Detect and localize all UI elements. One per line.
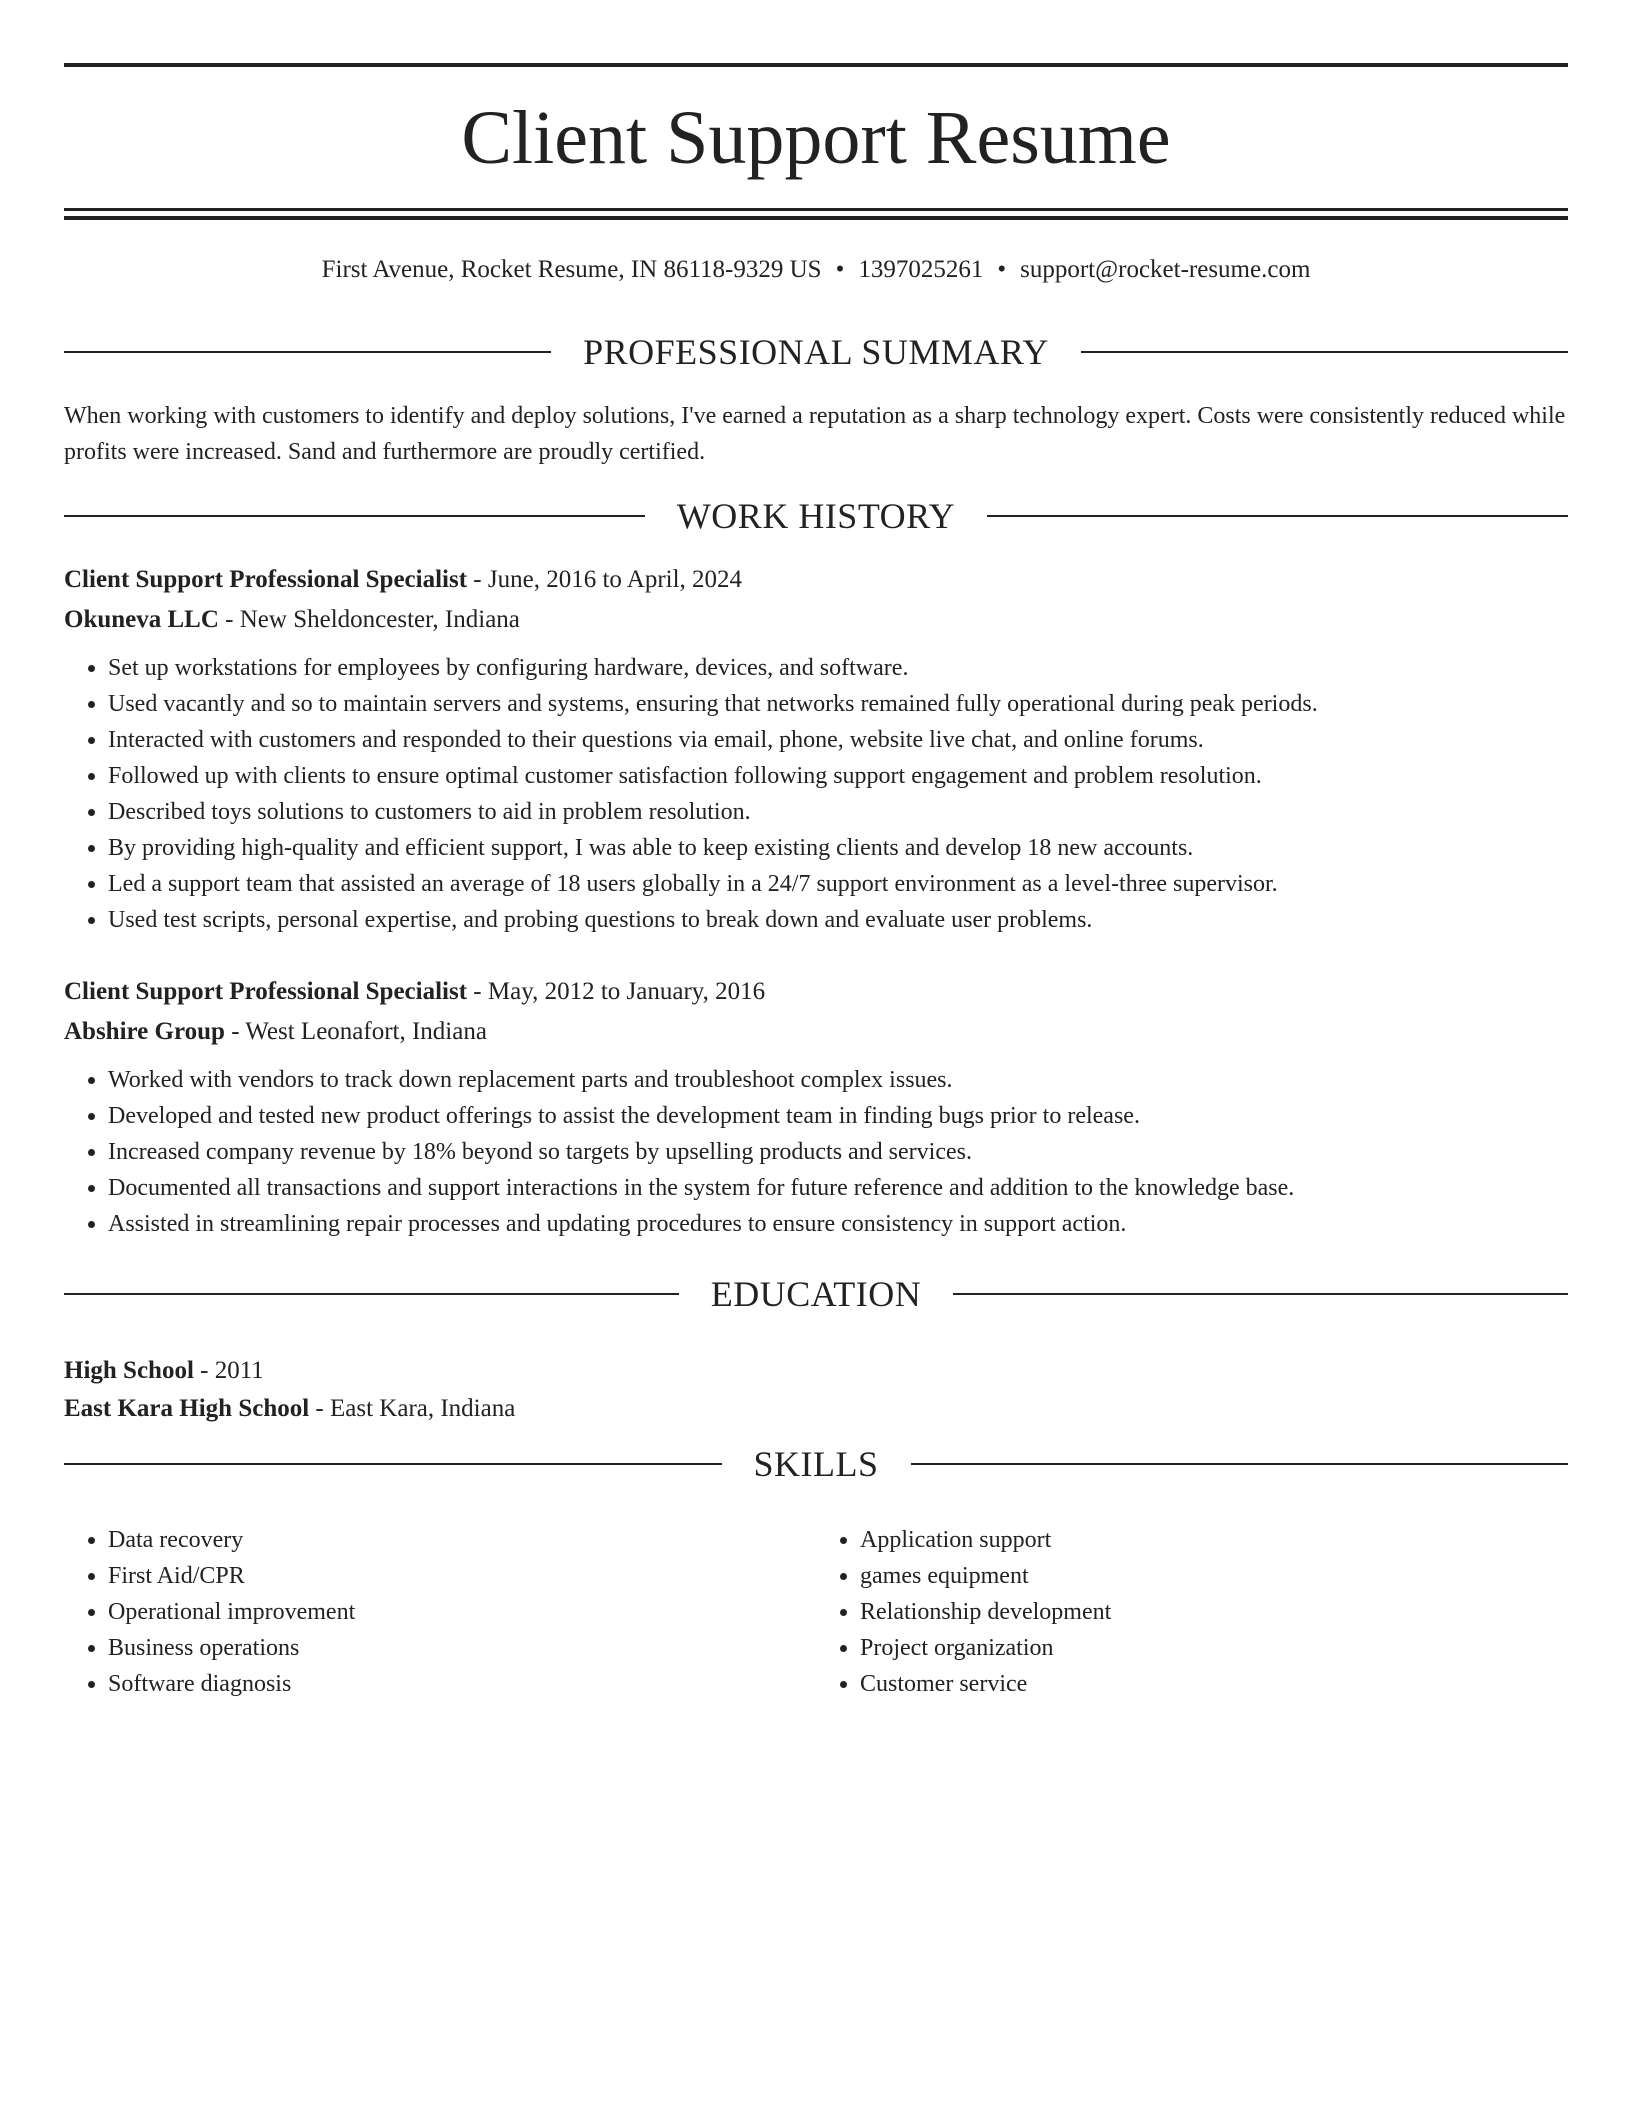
list-item: • By providing high-quality and efficient support, I was able to keep existing clients and develop 18 new accounts. <box>108 830 1568 866</box>
job-title-row <box>64 972 1568 1012</box>
list-item: • Documented all transactions and support interactions in the system for future reference and addition to the knowledge base. <box>108 1170 1568 1206</box>
skill-item: • First Aid/CPR <box>108 1558 816 1594</box>
job-bullets <box>64 1062 1568 1242</box>
section-header-work <box>64 492 1568 540</box>
job-title: Client Support Professional Specialist <box>64 566 468 593</box>
section-rule <box>64 1293 679 1295</box>
list-item: • Used test scripts, personal expertise, and probing questions to break down and evaluate user problems. <box>108 902 1568 938</box>
summary-text: When working with customers to identify and deploy solutions, I've earned a reputation as a sharp technology expert. Costs were consistently reduced while profits were increased. Sand and furthermore are proudly certified. <box>64 403 1566 465</box>
job-title: Client Support Professional Specialist <box>64 978 468 1005</box>
job-entry <box>64 560 1568 938</box>
skill-item: • Data recovery <box>108 1522 816 1558</box>
skill-item: • Operational improvement <box>108 1594 816 1630</box>
job-location: - New Sheldoncester, Indiana <box>218 606 520 633</box>
job-location: - West Leonafort, Indiana <box>224 1018 487 1045</box>
job-entry <box>64 972 1568 1242</box>
list-item: • Assisted in streamlining repair processes and updating procedures to ensure consistency in support action. <box>108 1206 1568 1242</box>
skills-list-left <box>64 1522 816 1702</box>
skills-columns <box>64 1522 1568 1702</box>
section-header-education <box>64 1270 1568 1318</box>
list-item: • Increased company revenue by 18% beyond so targets by upselling products and services. <box>108 1134 1568 1170</box>
contact-separator: • <box>997 256 1007 283</box>
skill-item: • Project organization <box>860 1630 1568 1666</box>
list-item: • Led a support team that assisted an average of 18 users globally in a 24/7 support environment as a level-three supervisor. <box>108 866 1568 902</box>
list-item: • Used vacantly and so to maintain servers and systems, ensuring that networks remained fully operational during peak periods. <box>108 686 1568 722</box>
job-bullets <box>64 650 1568 938</box>
skills-list-right <box>816 1522 1568 1702</box>
education-year: - 2011 <box>193 1357 264 1384</box>
section-rule <box>911 1463 1569 1465</box>
education-school-row <box>64 1390 1568 1428</box>
skill-item: • Customer service <box>860 1666 1568 1702</box>
contact-line <box>64 252 1568 288</box>
section-title-education: EDUCATION <box>710 1274 922 1314</box>
list-item: • Worked with vendors to track down replacement parts and troubleshoot complex issues. <box>108 1062 1568 1098</box>
education-location: - East Kara, Indiana <box>309 1395 516 1422</box>
job-company: Abshire Group <box>64 1018 225 1045</box>
contact-email: support@rocket-resume.com <box>1020 256 1311 283</box>
job-company-row <box>64 1012 1568 1052</box>
education-entry <box>64 1352 1568 1428</box>
section-rule <box>64 351 551 353</box>
job-company-row <box>64 600 1568 640</box>
section-rule <box>1081 351 1568 353</box>
education-degree: High School <box>64 1357 194 1384</box>
list-item: • Followed up with clients to ensure optimal customer satisfaction following support engagement and problem resolution. <box>108 758 1568 794</box>
section-header-skills <box>64 1440 1568 1488</box>
education-school: East Kara High School <box>64 1395 310 1422</box>
skill-item: • Application support <box>860 1522 1568 1558</box>
list-item: • Developed and tested new product offerings to assist the development team in finding bugs prior to release. <box>108 1098 1568 1134</box>
section-title-work: WORK HISTORY <box>676 496 956 536</box>
section-rule <box>64 515 645 517</box>
section-rule <box>953 1293 1568 1295</box>
contact-separator: • <box>835 256 845 283</box>
contact-phone: 1397025261 <box>858 256 984 283</box>
top-rule <box>64 63 1568 67</box>
list-item: • Interacted with customers and responded to their questions via email, phone, website live chat, and online forums. <box>108 722 1568 758</box>
skill-item: • Software diagnosis <box>108 1666 816 1702</box>
job-company: Okuneva LLC <box>64 606 219 633</box>
education-degree-row <box>64 1352 1568 1390</box>
section-rule <box>987 515 1568 517</box>
section-header-summary <box>64 328 1568 376</box>
skill-item: • Relationship development <box>860 1594 1568 1630</box>
contact-address: First Avenue, Rocket Resume, IN 86118-9329 US <box>321 256 822 283</box>
job-title-row <box>64 560 1568 600</box>
section-title-summary: PROFESSIONAL SUMMARY <box>583 332 1049 372</box>
title-double-rule <box>64 208 1568 220</box>
resume-title: Client Support Resume <box>461 96 1171 180</box>
skill-item: • Business operations <box>108 1630 816 1666</box>
job-dates: - June, 2016 to April, 2024 <box>467 566 743 593</box>
skill-item: • games equipment <box>860 1558 1568 1594</box>
list-item: • Described toys solutions to customers to aid in problem resolution. <box>108 794 1568 830</box>
section-rule <box>64 1463 722 1465</box>
section-title-skills: SKILLS <box>753 1444 879 1484</box>
list-item: • Set up workstations for employees by configuring hardware, devices, and software. <box>108 650 1568 686</box>
job-dates: - May, 2012 to January, 2016 <box>467 978 766 1005</box>
